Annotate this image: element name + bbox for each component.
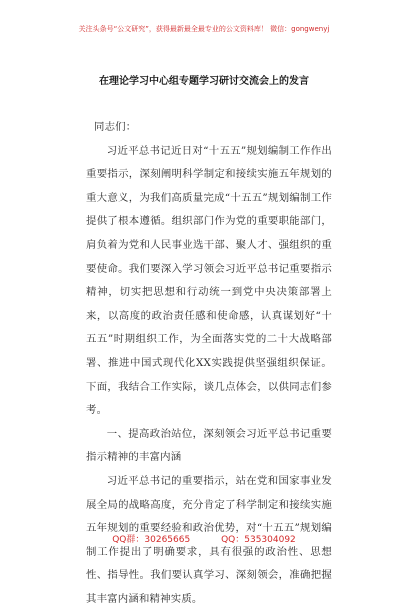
paragraph-section-1: 习近平总书记的重要指示，站在党和国家事业发展全局的战略高度，充分肯定了科学制定和接续实施五年规划的重要经验和政治优势，对“十五五”规划编制工作提出了明确要求，具有很强的政治性、思想性、指导性。我们要认真学习、深刻领会，准确把握其丰富内涵和精神实质。 xyxy=(86,474,332,605)
salutation: 同志们： xyxy=(94,121,137,133)
footer-contact xyxy=(0,532,408,545)
document-title: 在理论学习中心组专题学习研讨交流会上的发言 xyxy=(99,76,309,87)
paragraph-intro: 习近平总书记近日对“十五五”规划编制工作作出重要指示，深刻阐明科学制定和接续实施五年规划的重大意义，为我们高质量完成“十五五”规划编制工作提供了根本遵循。组织部门作为党的重要职能部门，肩负着为党和人民事业选干部、聚人才、强组织的重要使命。我们要深入学习领会习近平总书记重要指示精神，切实把思想和行动统一到党中央决策部署上来，以高度的政治责任感和使命感，认真谋划好“十五五”时期组织工作，为全面落实党的二十大战略部署、推进中国式现代化XX实践提供坚强组织保证。下面，我结合工作实际，谈几点体会，以供同志们参考。 xyxy=(86,144,332,417)
qq-group-label: QQ群：30265665 xyxy=(112,535,191,545)
section-heading-1: 一、提高政治站位，深刻领会习近平总书记重要指示精神的丰富内涵 xyxy=(86,427,332,464)
qq-number-label: QQ：535304092 xyxy=(221,535,296,545)
promo-banner: 关注头条号“公文研究”，获得最新最全最专业的公文资料库！ 微信：gongwenyj xyxy=(78,25,330,33)
